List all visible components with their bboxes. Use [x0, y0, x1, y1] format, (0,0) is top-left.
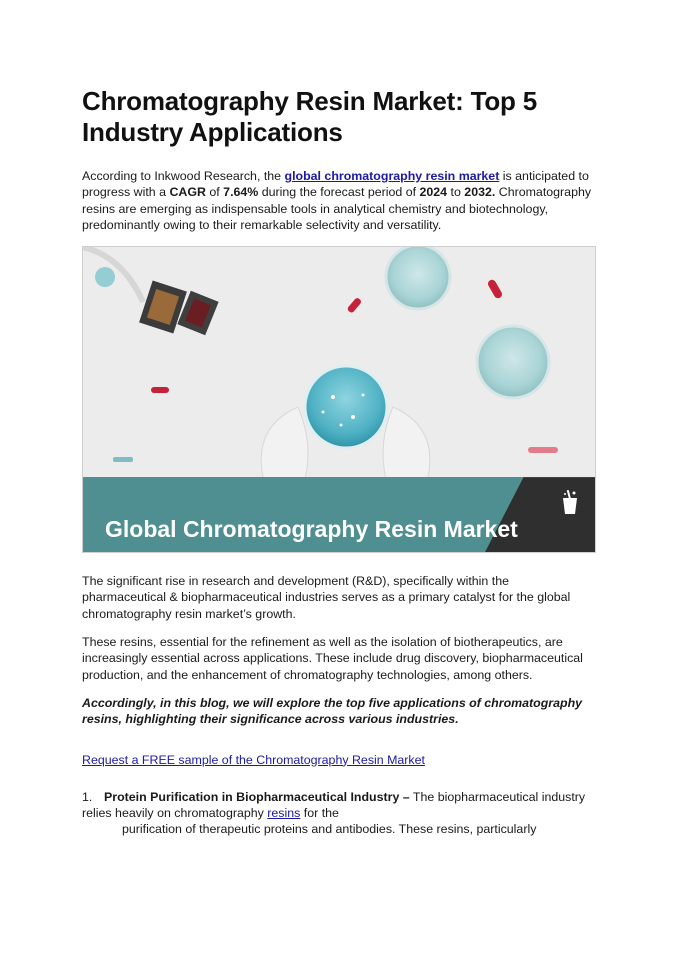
article-title: Chromatography Resin Market: Top 5 Industry Applications: [82, 86, 538, 147]
article: [82, 86, 596, 838]
list-text: for the: [300, 806, 339, 821]
intro-text: Chromatography resins are emerging as indispensable tools in analytical chemistry and biotechnology, predominantly owing to their remarkable selectivity and versatility.: [82, 185, 592, 232]
emphasis-paragraph: Accordingly, in this blog, we will explore the top five applications of chromatography resins, highlighting their significance across various industries.: [82, 695, 583, 727]
paragraph: These resins, essential for the refinement as well as the isolation of biotherapeutics, are increasingly essential across applications. These include drug discovery, biopharmaceutical production, and the enhancement of chromatography technologies, among others.: [82, 635, 583, 682]
intro-paragraph: [82, 168, 596, 233]
intro-text: during the forecast period of: [258, 185, 420, 200]
paragraph: The significant rise in research and development (R&D), specifically within the pharmaceutical & biopharmaceutical industries serves as a primary catalyst for the global chromatography resin market’s growth.: [82, 574, 571, 621]
cagr-label: CAGR: [169, 185, 206, 200]
hero-image: [82, 246, 596, 553]
year-start: 2024: [419, 185, 448, 200]
list-continuation: purification of therapeutic proteins and antibodies. These resins, particularly: [122, 822, 537, 837]
beaker-icon: [559, 490, 581, 516]
intro-text: is anticipated to progress with a: [82, 169, 589, 200]
market-link[interactable]: global chromatography resin market: [284, 169, 500, 183]
sample-link-line: [82, 752, 596, 768]
intro-text: According to Inkwood Research, the: [82, 169, 285, 183]
resins-link[interactable]: resins: [267, 806, 301, 821]
sample-link[interactable]: Request a FREE sample of the Chromatography Resin Market: [82, 752, 425, 767]
hero-banner-title: Global Chromatography Resin Market: [105, 516, 518, 543]
year-end: 2032.: [464, 185, 496, 200]
cagr-value: 7.64%: [223, 185, 259, 200]
list-item: [82, 789, 596, 822]
list-text: The biopharmaceutical industry relies heavily on chromatography: [82, 789, 586, 821]
intro-text: of: [205, 185, 224, 200]
list-heading: Protein Purification in Biopharmaceutical Industry –: [104, 789, 410, 804]
intro-text: to: [447, 185, 465, 200]
list-number: 1.: [82, 789, 93, 804]
